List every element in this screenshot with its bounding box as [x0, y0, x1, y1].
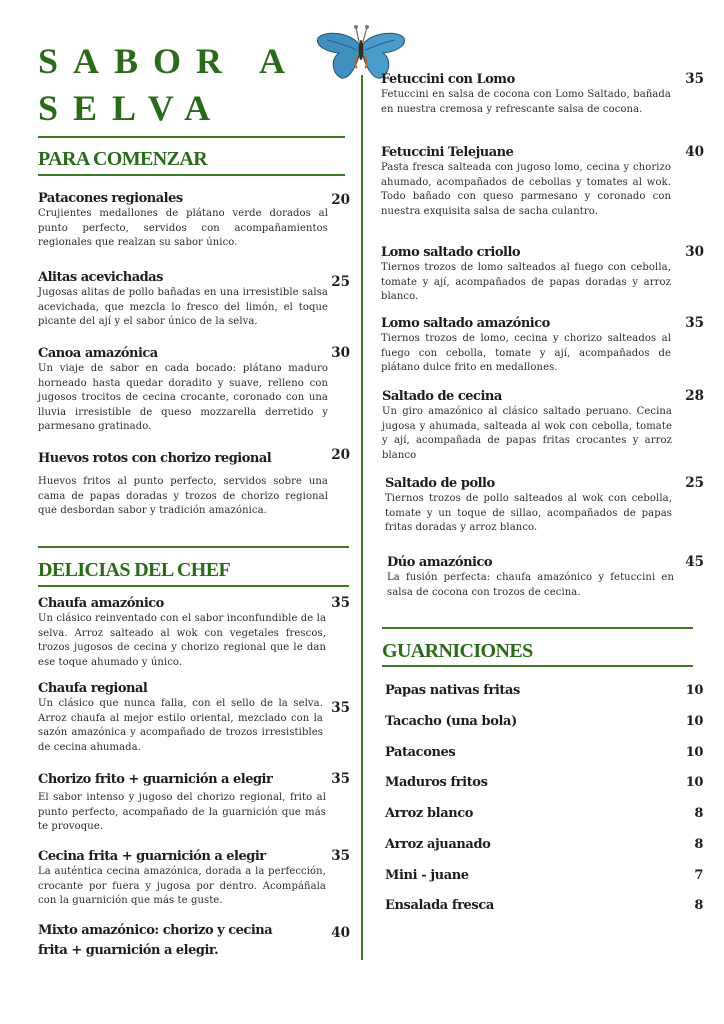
- rule: [38, 546, 349, 548]
- side-price: 10: [685, 714, 703, 729]
- item-desc: Tiernos trozos de lomo salteados al fuego con cebolla, tomate y ají, acompañados de papas doradas y arroz blanco.: [381, 262, 671, 302]
- side-item: [385, 837, 703, 852]
- item-name: Chaufa amazónico: [38, 596, 164, 611]
- side-item: [385, 775, 703, 790]
- item-desc: Pasta fresca salteada con jugoso lomo, cecina y chorizo ahumado, acompañados de cebollas y tomates al wok. Todo bañado con queso parmesano y coronado con nuestra exquisita salsa de sacha culantro.: [381, 162, 671, 217]
- rule: [38, 174, 345, 176]
- side-price: 10: [685, 775, 703, 790]
- side-name: Arroz ajuanado: [385, 837, 491, 852]
- item-price: 35: [331, 848, 350, 864]
- side-price: 8: [694, 806, 703, 821]
- title-line-2: SELVA: [38, 88, 226, 128]
- item-desc: El sabor intenso y jugoso del chorizo regional, frito al punto perfecto, acompañado de la guarnición que más te provoque.: [38, 792, 326, 832]
- menu-item: [38, 921, 350, 961]
- menu-item: [381, 144, 704, 219]
- menu-item: [38, 447, 350, 519]
- menu-item: [38, 680, 350, 755]
- item-name: Patacones regionales: [38, 191, 183, 206]
- side-price: 10: [685, 745, 703, 760]
- side-item: [385, 806, 703, 821]
- item-name: Saltado de pollo: [385, 476, 495, 491]
- column-divider: [361, 75, 363, 960]
- menu-item: [38, 771, 350, 835]
- item-desc: Fetuccini en salsa de cocona con Lomo Saltado, bañada en nuestra cremosa y refrescante salsa de cocona.: [381, 89, 671, 115]
- item-price: 28: [685, 388, 704, 404]
- side-item: [385, 868, 703, 883]
- item-desc: La fusión perfecta: chaufa amazónico y fetuccini en salsa de cocona con trozos de cecina.: [387, 572, 674, 598]
- side-name: Ensalada fresca: [385, 898, 494, 913]
- menu-item: [385, 475, 704, 536]
- item-desc: La auténtica cecina amazónica, dorada a la perfección, crocante por fuera y jugosa por dentro. Acompáñala con la guarnición que más te guste.: [38, 866, 326, 906]
- side-item: [385, 683, 703, 698]
- menu-item: [381, 71, 704, 117]
- side-item: [385, 898, 703, 913]
- side-name: Papas nativas fritas: [385, 683, 520, 698]
- rule: [382, 665, 693, 667]
- side-name: Maduros fritos: [385, 775, 488, 790]
- item-name: Alitas acevichadas: [38, 270, 163, 285]
- menu-item: [38, 269, 350, 330]
- item-name: Canoa amazónica: [38, 346, 158, 361]
- item-desc: Un viaje de sabor en cada bocado: plátano maduro horneado hasta quedar doradito y suave, relleno con jugosos trocitos de cecina crocante, coronado con una lluvia irresistible de queso mozzarella derretido y parmesano gratinado.: [38, 363, 328, 432]
- side-name: Tacacho (una bola): [385, 714, 517, 729]
- item-price: 35: [331, 771, 350, 787]
- item-price: 40: [331, 925, 350, 941]
- rule: [382, 627, 693, 629]
- title-line-1: SABOR A: [38, 41, 301, 81]
- item-name: Huevos rotos con chorizo regional: [38, 451, 272, 466]
- item-price: 40: [685, 144, 704, 160]
- rule: [38, 585, 349, 587]
- item-price: 25: [331, 274, 350, 290]
- item-name: Chorizo frito + guarnición a elegir: [38, 772, 273, 787]
- section-title-para-comenzar: PARA COMENZAR: [38, 148, 208, 170]
- menu-item: [38, 848, 350, 909]
- side-name: Patacones: [385, 745, 456, 760]
- rule: [38, 136, 345, 138]
- item-price: 45: [685, 554, 704, 570]
- item-desc: Jugosas alitas de pollo bañadas en una irresistible salsa acevichada, que mezcla lo fresco del limón, el toque picante del ají y el sabor único de la selva.: [38, 287, 328, 327]
- item-price: 30: [685, 244, 704, 260]
- item-desc: Tiernos trozos de pollo salteados al wok con cebolla, tomate y un toque de sillao, acompañados de papas fritas doradas y arroz blanco.: [385, 493, 672, 533]
- item-name: Chaufa regional: [38, 681, 148, 696]
- item-price: 35: [331, 700, 350, 716]
- item-name: Cecina frita + guarnición a elegir: [38, 849, 266, 864]
- item-price: 20: [331, 192, 350, 208]
- menu-item: [387, 554, 704, 600]
- item-price: 25: [685, 475, 704, 491]
- item-desc: Un giro amazónico al clásico saltado peruano. Cecina jugosa y ahumada, salteada al wok con cebolla, tomate y ají, acompañada de papas fritas crocantes y arroz blanco: [382, 406, 672, 461]
- item-name: Dúo amazónico: [387, 555, 493, 570]
- item-desc: Huevos fritos al punto perfecto, servidos sobre una cama de papas doradas y trozos de chorizo regional que desbordan sabor y tradición amazónica.: [38, 476, 328, 516]
- side-price: 7: [694, 868, 703, 883]
- item-desc: Crujientes medallones de plátano verde dorados al punto perfecto, servidos con acompañamientos regionales que realzan su sabor único.: [38, 208, 328, 248]
- menu-item: [38, 190, 350, 251]
- side-price: 8: [694, 837, 703, 852]
- side-name: Mini - juane: [385, 868, 469, 883]
- item-name: Fetuccini con Lomo: [381, 72, 515, 87]
- menu-item: [382, 388, 704, 463]
- side-name: Arroz blanco: [385, 806, 474, 821]
- item-price: 35: [331, 595, 350, 611]
- item-name: Lomo saltado amazónico: [381, 316, 550, 331]
- item-desc: Un clásico que nunca falla, con el sello de la selva. Arroz chaufa al mejor estilo oriental, mezclado con la sazón amazónica y acompañado de trozos irresistibles de cecina ahumada.: [38, 698, 323, 753]
- item-price: 20: [331, 447, 350, 463]
- item-name: Saltado de cecina: [382, 389, 502, 404]
- menu-item: [38, 595, 350, 670]
- item-desc: Tiernos trozos de lomo, cecina y chorizo salteados al fuego con cebolla, tomate y ají, acompañados de plátano dulce frito en medallones.: [381, 333, 671, 373]
- item-price: 35: [685, 315, 704, 331]
- item-name: Fetuccini Telejuane: [381, 145, 514, 160]
- item-desc: Un clásico reinventado con el sabor inconfundible de la selva. Arroz salteado al wok con vegetales frescos, trozos jugosos de cecina y chorizo regional que le dan ese toque ahumado y único.: [38, 613, 326, 668]
- menu-item: [38, 345, 350, 435]
- item-price: 35: [685, 71, 704, 87]
- item-price: 30: [331, 345, 350, 361]
- section-title-delicias: DELICIAS DEL CHEF: [38, 559, 231, 581]
- menu-item: [381, 244, 704, 305]
- side-price: 10: [685, 683, 703, 698]
- menu-item: [381, 315, 704, 376]
- restaurant-title: [38, 38, 300, 132]
- side-price: 8: [694, 898, 703, 913]
- side-item: [385, 714, 703, 729]
- item-name: Mixto amazónico: chorizo y cecina frita + guarnición a elegir.: [38, 923, 273, 958]
- item-name: Lomo saltado criollo: [381, 245, 521, 260]
- section-title-guarniciones: GUARNICIONES: [382, 640, 533, 662]
- side-item: [385, 745, 703, 760]
